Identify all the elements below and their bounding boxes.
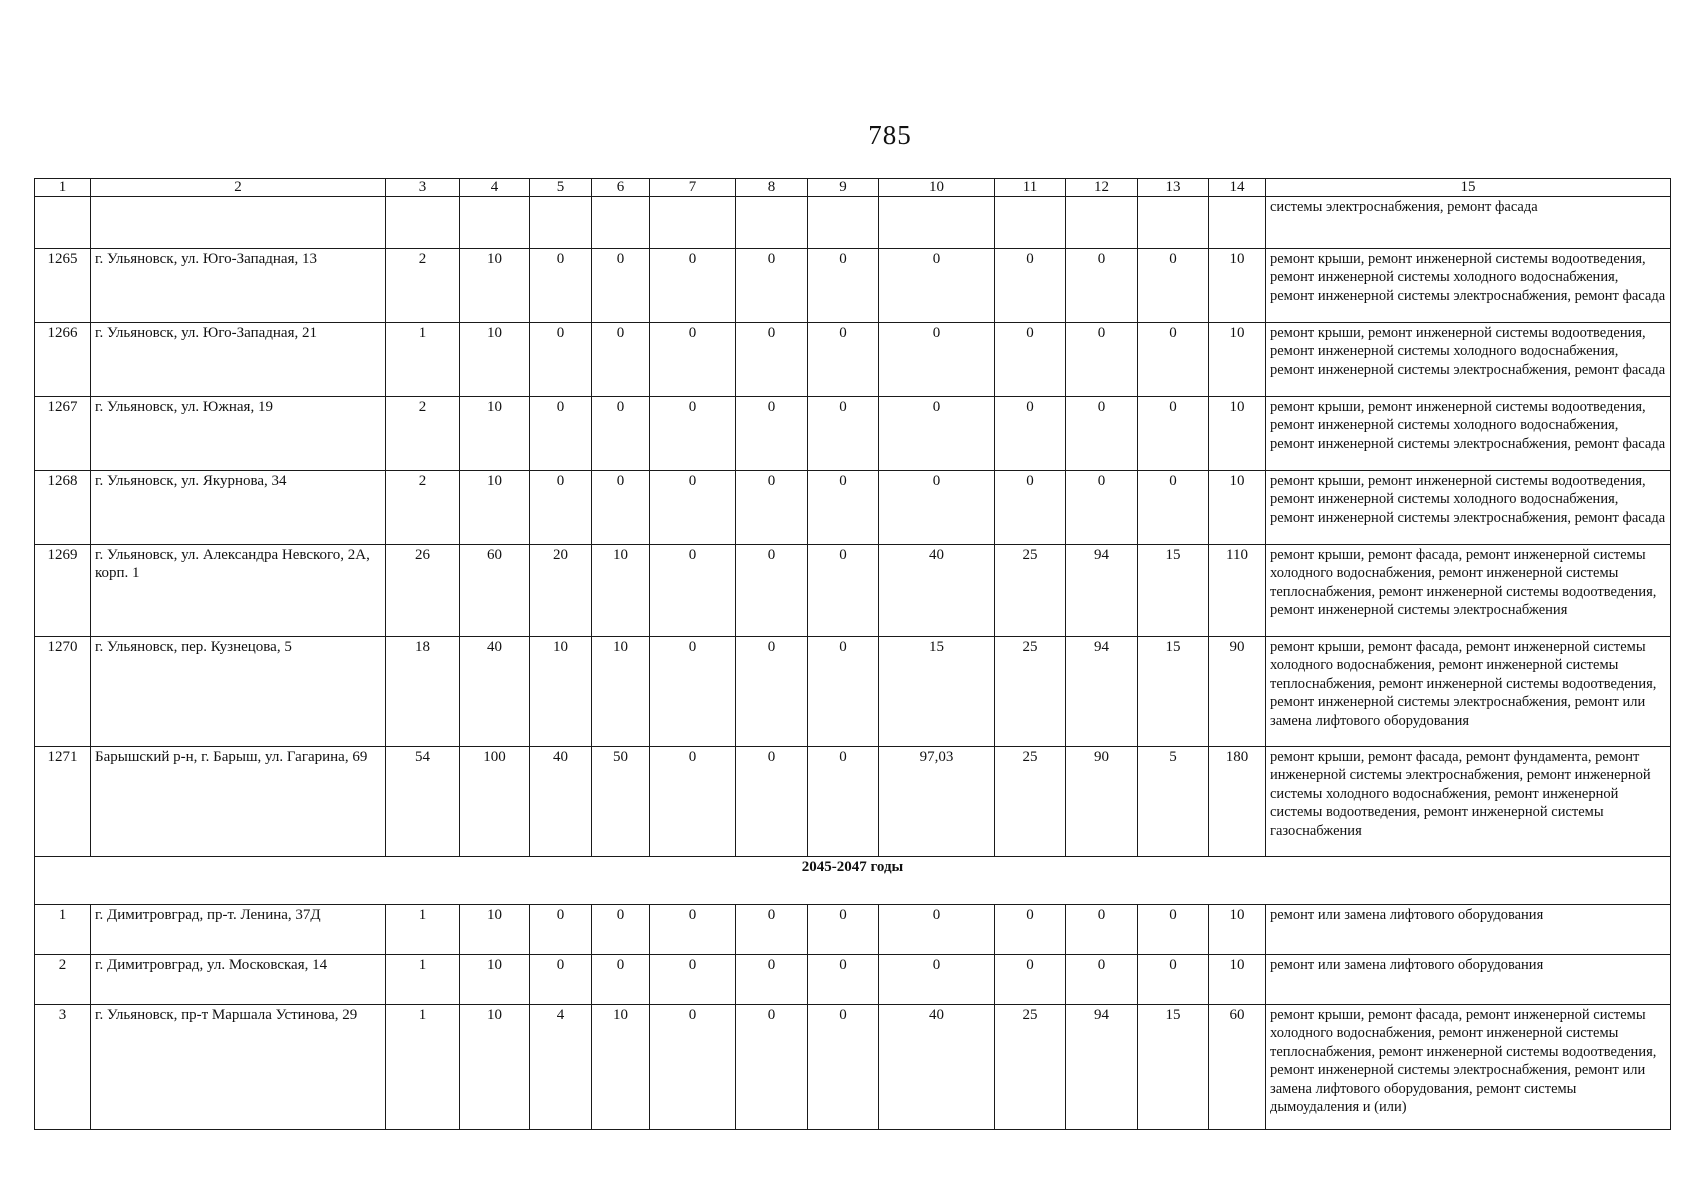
value-cell: 0	[650, 397, 736, 471]
value-cell: 10	[592, 545, 650, 637]
value-cell: 26	[386, 545, 460, 637]
value-cell: 0	[650, 323, 736, 397]
table-row	[35, 637, 1671, 747]
value-cell: 0	[650, 1005, 736, 1130]
table-row	[35, 905, 1671, 955]
value-cell: 18	[386, 637, 460, 747]
value-cell: 0	[1138, 905, 1209, 955]
value-cell: 0	[995, 323, 1066, 397]
work-list-cell: ремонт крыши, ремонт фасада, ремонт инженерной системы холодного водоснабжения, ремонт инженерной системы теплоснабжения, ремонт инженерной системы водоотведения, ремонт инженерной системы электроснабжения	[1266, 545, 1671, 637]
empty-cell	[386, 197, 460, 249]
column-number-row	[35, 179, 1671, 197]
value-cell: 110	[1209, 545, 1266, 637]
value-cell: 10	[1209, 955, 1266, 1005]
address-cell: г. Ульяновск, ул. Якурнова, 34	[91, 471, 386, 545]
work-list-cell: ремонт крыши, ремонт инженерной системы водоотведения, ремонт инженерной системы холодного водоснабжения, ремонт инженерной системы электроснабжения, ремонт фасада	[1266, 471, 1671, 545]
value-cell: 40	[879, 545, 995, 637]
address-cell: г. Ульяновск, ул. Александра Невского, 2А, корп. 1	[91, 545, 386, 637]
value-cell: 15	[879, 637, 995, 747]
value-cell: 0	[592, 249, 650, 323]
value-cell: 0	[736, 1005, 808, 1130]
value-cell: 0	[879, 249, 995, 323]
value-cell: 0	[736, 471, 808, 545]
column-number: 5	[530, 179, 592, 197]
column-number: 14	[1209, 179, 1266, 197]
value-cell: 0	[808, 545, 879, 637]
value-cell: 0	[736, 955, 808, 1005]
value-cell: 0	[736, 249, 808, 323]
section-heading: 2045-2047 годы	[35, 857, 1671, 905]
table-row	[35, 1005, 1671, 1130]
value-cell: 40	[879, 1005, 995, 1130]
value-cell: 0	[1138, 471, 1209, 545]
empty-cell	[1066, 197, 1138, 249]
value-cell: 25	[995, 637, 1066, 747]
column-number: 2	[91, 179, 386, 197]
value-cell: 0	[650, 955, 736, 1005]
value-cell: 0	[808, 249, 879, 323]
value-cell: 0	[879, 905, 995, 955]
row-number: 2	[35, 955, 91, 1005]
value-cell: 25	[995, 747, 1066, 857]
value-cell: 0	[808, 747, 879, 857]
table-row	[35, 545, 1671, 637]
value-cell: 0	[1066, 323, 1138, 397]
value-cell: 5	[1138, 747, 1209, 857]
value-cell: 10	[1209, 905, 1266, 955]
value-cell: 0	[530, 249, 592, 323]
value-cell: 10	[460, 323, 530, 397]
column-number: 1	[35, 179, 91, 197]
address-cell: г. Ульяновск, ул. Юго-Западная, 13	[91, 249, 386, 323]
value-cell: 0	[736, 545, 808, 637]
value-cell: 60	[1209, 1005, 1266, 1130]
column-number: 9	[808, 179, 879, 197]
value-cell: 1	[386, 955, 460, 1005]
work-list-cell: ремонт или замена лифтового оборудования	[1266, 955, 1671, 1005]
work-list-cell: ремонт крыши, ремонт инженерной системы водоотведения, ремонт инженерной системы холодного водоснабжения, ремонт инженерной системы электроснабжения, ремонт фасада	[1266, 397, 1671, 471]
value-cell: 0	[736, 323, 808, 397]
column-number: 11	[995, 179, 1066, 197]
value-cell: 0	[650, 545, 736, 637]
value-cell: 10	[460, 471, 530, 545]
empty-cell	[995, 197, 1066, 249]
value-cell: 4	[530, 1005, 592, 1130]
value-cell: 94	[1066, 545, 1138, 637]
empty-cell	[879, 197, 995, 249]
value-cell: 10	[1209, 397, 1266, 471]
value-cell: 10	[460, 955, 530, 1005]
column-number: 12	[1066, 179, 1138, 197]
value-cell: 0	[650, 637, 736, 747]
empty-cell	[35, 197, 91, 249]
address-cell: г. Ульяновск, ул. Юго-Западная, 21	[91, 323, 386, 397]
value-cell: 0	[808, 1005, 879, 1130]
value-cell: 0	[650, 747, 736, 857]
value-cell: 0	[995, 249, 1066, 323]
table-row	[35, 397, 1671, 471]
value-cell: 0	[995, 955, 1066, 1005]
value-cell: 2	[386, 471, 460, 545]
value-cell: 0	[1066, 471, 1138, 545]
value-cell: 0	[879, 471, 995, 545]
value-cell: 94	[1066, 1005, 1138, 1130]
column-number: 4	[460, 179, 530, 197]
value-cell: 25	[995, 545, 1066, 637]
column-number: 7	[650, 179, 736, 197]
address-cell: г. Ульяновск, пр-т Маршала Устинова, 29	[91, 1005, 386, 1130]
value-cell: 0	[592, 323, 650, 397]
address-cell: Барышский р-н, г. Барыш, ул. Гагарина, 69	[91, 747, 386, 857]
empty-cell	[1209, 197, 1266, 249]
value-cell: 0	[530, 905, 592, 955]
value-cell: 60	[460, 545, 530, 637]
empty-cell	[592, 197, 650, 249]
table-row	[35, 323, 1671, 397]
register-table	[34, 178, 1671, 1130]
value-cell: 0	[808, 471, 879, 545]
value-cell: 1	[386, 323, 460, 397]
value-cell: 0	[1066, 905, 1138, 955]
value-cell: 0	[736, 397, 808, 471]
value-cell: 97,03	[879, 747, 995, 857]
value-cell: 0	[808, 323, 879, 397]
work-list-cell: ремонт крыши, ремонт инженерной системы водоотведения, ремонт инженерной системы холодного водоснабжения, ремонт инженерной системы электроснабжения, ремонт фасада	[1266, 323, 1671, 397]
row-number: 1268	[35, 471, 91, 545]
value-cell: 15	[1138, 1005, 1209, 1130]
value-cell: 0	[995, 905, 1066, 955]
row-number: 3	[35, 1005, 91, 1130]
value-cell: 10	[1209, 323, 1266, 397]
value-cell: 0	[995, 397, 1066, 471]
row-number: 1266	[35, 323, 91, 397]
value-cell: 40	[530, 747, 592, 857]
value-cell: 0	[592, 955, 650, 1005]
value-cell: 90	[1066, 747, 1138, 857]
column-number: 8	[736, 179, 808, 197]
value-cell: 0	[650, 471, 736, 545]
value-cell: 10	[460, 397, 530, 471]
work-list-cell: ремонт крыши, ремонт фасада, ремонт инженерной системы холодного водоснабжения, ремонт инженерной системы теплоснабжения, ремонт инженерной системы водоотведения, ремонт инженерной системы электроснабжения, ремонт или замена лифтового оборудования	[1266, 637, 1671, 747]
value-cell: 0	[879, 397, 995, 471]
row-number: 1265	[35, 249, 91, 323]
value-cell: 1	[386, 905, 460, 955]
column-number: 13	[1138, 179, 1209, 197]
value-cell: 0	[808, 637, 879, 747]
value-cell: 0	[736, 747, 808, 857]
value-cell: 10	[592, 1005, 650, 1130]
empty-cell	[1138, 197, 1209, 249]
value-cell: 15	[1138, 545, 1209, 637]
row-number: 1271	[35, 747, 91, 857]
value-cell: 0	[530, 397, 592, 471]
value-cell: 15	[1138, 637, 1209, 747]
row-number: 1267	[35, 397, 91, 471]
value-cell: 2	[386, 249, 460, 323]
value-cell: 0	[1138, 397, 1209, 471]
table-row	[35, 249, 1671, 323]
value-cell: 10	[460, 1005, 530, 1130]
column-number: 6	[592, 179, 650, 197]
empty-cell	[530, 197, 592, 249]
value-cell: 0	[736, 637, 808, 747]
value-cell: 0	[1066, 249, 1138, 323]
value-cell: 10	[530, 637, 592, 747]
value-cell: 0	[592, 397, 650, 471]
value-cell: 0	[736, 905, 808, 955]
value-cell: 1	[386, 1005, 460, 1130]
table-row	[35, 747, 1671, 857]
table-row	[35, 955, 1671, 1005]
value-cell: 90	[1209, 637, 1266, 747]
work-list-cell: системы электроснабжения, ремонт фасада	[1266, 197, 1671, 249]
value-cell: 0	[650, 249, 736, 323]
work-list-cell: ремонт крыши, ремонт фасада, ремонт фундамента, ремонт инженерной системы электроснабжения, ремонт инженерной системы холодного водоснабжения, ремонт инженерной системы водоотведения, ремонт инженерной системы газоснабжения	[1266, 747, 1671, 857]
value-cell: 0	[879, 323, 995, 397]
value-cell: 180	[1209, 747, 1266, 857]
address-cell: г. Ульяновск, ул. Южная, 19	[91, 397, 386, 471]
value-cell: 0	[808, 955, 879, 1005]
value-cell: 10	[1209, 249, 1266, 323]
value-cell: 0	[1066, 955, 1138, 1005]
value-cell: 40	[460, 637, 530, 747]
value-cell: 25	[995, 1005, 1066, 1130]
value-cell: 0	[1138, 249, 1209, 323]
empty-cell	[460, 197, 530, 249]
value-cell: 10	[592, 637, 650, 747]
value-cell: 0	[995, 471, 1066, 545]
value-cell: 54	[386, 747, 460, 857]
value-cell: 10	[460, 249, 530, 323]
column-number: 15	[1266, 179, 1671, 197]
column-number: 10	[879, 179, 995, 197]
value-cell: 2	[386, 397, 460, 471]
value-cell: 0	[592, 905, 650, 955]
empty-cell	[736, 197, 808, 249]
work-list-cell: ремонт или замена лифтового оборудования	[1266, 905, 1671, 955]
value-cell: 0	[879, 955, 995, 1005]
address-cell: г. Димитровград, ул. Московская, 14	[91, 955, 386, 1005]
value-cell: 94	[1066, 637, 1138, 747]
address-cell: г. Ульяновск, пер. Кузнецова, 5	[91, 637, 386, 747]
page-number: 785	[868, 120, 912, 150]
value-cell: 0	[530, 955, 592, 1005]
empty-cell	[650, 197, 736, 249]
value-cell: 0	[808, 397, 879, 471]
work-list-cell: ремонт крыши, ремонт фасада, ремонт инженерной системы холодного водоснабжения, ремонт инженерной системы теплоснабжения, ремонт инженерной системы водоотведения, ремонт инженерной системы электроснабжения, ремонт или замена лифтового оборудования, ремонт системы дымоудаления и (или)	[1266, 1005, 1671, 1130]
value-cell: 0	[592, 471, 650, 545]
value-cell: 0	[1138, 955, 1209, 1005]
value-cell: 0	[530, 323, 592, 397]
value-cell: 0	[808, 905, 879, 955]
row-number: 1270	[35, 637, 91, 747]
value-cell: 0	[1138, 323, 1209, 397]
empty-cell	[91, 197, 386, 249]
work-list-cell: ремонт крыши, ремонт инженерной системы водоотведения, ремонт инженерной системы холодного водоснабжения, ремонт инженерной системы электроснабжения, ремонт фасада	[1266, 249, 1671, 323]
value-cell: 0	[530, 471, 592, 545]
table-row	[35, 471, 1671, 545]
value-cell: 20	[530, 545, 592, 637]
section-row	[35, 857, 1671, 905]
value-cell: 100	[460, 747, 530, 857]
address-cell: г. Димитровград, пр-т. Ленина, 37Д	[91, 905, 386, 955]
value-cell: 10	[460, 905, 530, 955]
column-number: 3	[386, 179, 460, 197]
row-number: 1	[35, 905, 91, 955]
row-number: 1269	[35, 545, 91, 637]
value-cell: 0	[650, 905, 736, 955]
value-cell: 0	[1066, 397, 1138, 471]
continuation-row	[35, 197, 1671, 249]
empty-cell	[808, 197, 879, 249]
value-cell: 10	[1209, 471, 1266, 545]
value-cell: 50	[592, 747, 650, 857]
